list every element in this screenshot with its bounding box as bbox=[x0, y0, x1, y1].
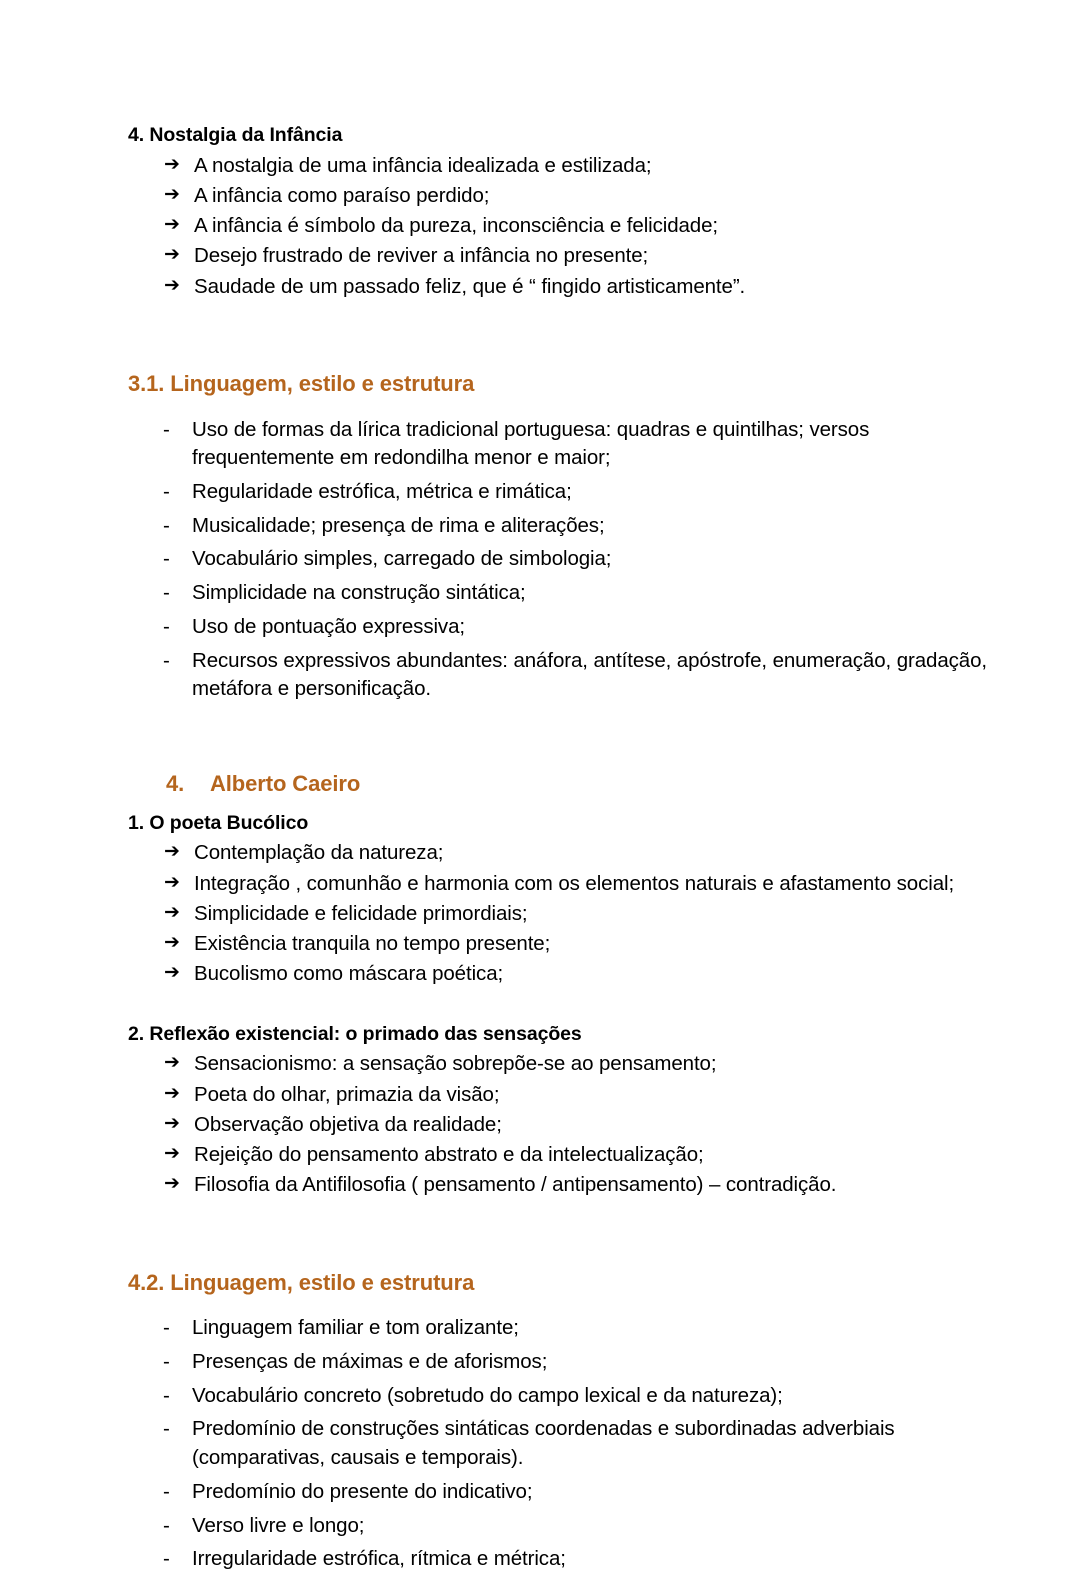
list-item bbox=[128, 1111, 988, 1138]
list-item bbox=[128, 1545, 988, 1574]
list-item-text: Vocabulário concreto (sobretudo do campo lexical e da natureza); bbox=[192, 1383, 783, 1407]
dash-icon: - bbox=[163, 480, 170, 504]
heading-number: 4. bbox=[166, 770, 185, 796]
heading-poeta-bucolico: 1. O poeta Bucólico bbox=[128, 811, 309, 834]
arrow-icon: ➔ bbox=[164, 274, 180, 296]
list-item-text: Existência tranquila no tempo presente; bbox=[194, 932, 551, 956]
list-item-text: Sensacionismo: a sensação sobrepõe-se ao pensamento; bbox=[194, 1052, 717, 1076]
list-item-text: Rejeição do pensamento abstrato e da intelectualização; bbox=[194, 1143, 704, 1167]
heading-title: Alberto Caeiro bbox=[210, 770, 361, 796]
arrow-icon: ➔ bbox=[164, 1082, 180, 1104]
heading-nostalgia: 4. Nostalgia da Infância bbox=[128, 124, 343, 146]
list-item bbox=[128, 1314, 988, 1343]
list-item-text: Regularidade estrófica, métrica e rimática; bbox=[192, 480, 572, 504]
list-item bbox=[128, 545, 988, 574]
dash-icon: - bbox=[163, 581, 170, 605]
arrow-icon: ➔ bbox=[164, 962, 180, 984]
list-item-text: Uso de pontuação expressiva; bbox=[192, 614, 465, 638]
list-item-text: Integração , comunhão e harmonia com os elementos naturais e afastamento social; bbox=[194, 871, 955, 895]
list-item-text: Presenças de máximas e de aforismos; bbox=[192, 1350, 548, 1374]
spacer bbox=[128, 800, 988, 810]
arrow-icon: ➔ bbox=[164, 1112, 180, 1134]
list-item-text: Predomínio de construções sintáticas coordenadas e subordinadas adverbiais (comparativas, causais e temporais). bbox=[192, 1417, 895, 1470]
spacer bbox=[128, 709, 988, 769]
dash-icon: - bbox=[163, 648, 170, 672]
dash-icon: - bbox=[163, 1547, 170, 1571]
dash-icon: - bbox=[163, 1383, 170, 1407]
list-item bbox=[128, 182, 988, 209]
list-item bbox=[128, 1171, 988, 1198]
arrow-icon: ➔ bbox=[164, 1052, 180, 1074]
arrow-icon: ➔ bbox=[164, 1173, 180, 1195]
dash-icon: - bbox=[163, 417, 170, 441]
list-item bbox=[128, 212, 988, 239]
dash-icon: - bbox=[163, 513, 170, 537]
dash-icon: - bbox=[163, 1513, 170, 1537]
list-item-text: Filosofia da Antifilosofia ( pensamento / antipensamento) – contradição. bbox=[194, 1173, 837, 1197]
dash-icon: - bbox=[163, 1417, 170, 1441]
list-item bbox=[128, 1478, 988, 1507]
dash-icon: - bbox=[163, 1479, 170, 1503]
list-linguagem-3-1 bbox=[128, 416, 988, 704]
list-item bbox=[128, 416, 988, 473]
arrow-icon: ➔ bbox=[164, 901, 180, 923]
spacer bbox=[128, 991, 988, 1021]
list-item-text: Simplicidade na construção sintática; bbox=[192, 581, 526, 605]
list-item-text: Poeta do olhar, primazia da visão; bbox=[194, 1082, 500, 1106]
arrow-icon: ➔ bbox=[164, 871, 180, 893]
heading-reflexao-existencial: 2. Reflexão existencial: o primado das sensações bbox=[128, 1022, 582, 1045]
list-item bbox=[128, 960, 988, 987]
list-item-text: Saudade de um passado feliz, que é “ fingido artisticamente”. bbox=[194, 274, 746, 298]
spacer bbox=[128, 303, 988, 369]
list-item-text: A infância como paraíso perdido; bbox=[194, 183, 490, 207]
list-item bbox=[128, 152, 988, 179]
dash-icon: - bbox=[163, 1350, 170, 1374]
dash-icon: - bbox=[163, 1316, 170, 1340]
arrow-icon: ➔ bbox=[164, 841, 180, 863]
arrow-icon: ➔ bbox=[164, 1143, 180, 1165]
list-item bbox=[128, 1081, 988, 1108]
list-item-text: Vocabulário simples, carregado de simbologia; bbox=[192, 547, 612, 571]
list-item bbox=[128, 1512, 988, 1541]
arrow-icon: ➔ bbox=[164, 183, 180, 205]
list-nostalgia bbox=[128, 152, 988, 300]
list-item bbox=[128, 1050, 988, 1077]
list-item-text: Verso livre e longo; bbox=[192, 1513, 365, 1537]
spacer bbox=[128, 1202, 988, 1268]
list-item bbox=[128, 1382, 988, 1411]
list-item bbox=[128, 839, 988, 866]
list-item-text: Bucolismo como máscara poética; bbox=[194, 962, 504, 986]
list-item-text: Irregularidade estrófica, rítmica e métrica; bbox=[192, 1547, 566, 1571]
arrow-icon: ➔ bbox=[164, 244, 180, 266]
heading-linguagem-3-1: 3.1. Linguagem, estilo e estrutura bbox=[128, 370, 475, 396]
list-item-text: Uso de formas da lírica tradicional portuguesa: quadras e quintilhas; versos frequentemente em redondilha menor e maior; bbox=[192, 417, 870, 470]
heading-linguagem-4-2: 4.2. Linguagem, estilo e estrutura bbox=[128, 1269, 475, 1295]
list-item-text: Contemplação da natureza; bbox=[194, 841, 444, 865]
arrow-icon: ➔ bbox=[164, 932, 180, 954]
list-item-text: Observação objetiva da realidade; bbox=[194, 1112, 502, 1136]
dash-icon: - bbox=[163, 547, 170, 571]
list-item-text: Desejo frustrado de reviver a infância no presente; bbox=[194, 244, 649, 268]
list-item bbox=[128, 900, 988, 927]
list-reflexao-existencial bbox=[128, 1050, 988, 1198]
list-poeta-bucolico bbox=[128, 839, 988, 987]
list-item-text: Recursos expressivos abundantes: anáfora, antítese, apóstrofe, enumeração, gradação, metáfora e personificação. bbox=[192, 648, 988, 701]
spacer bbox=[128, 1298, 988, 1314]
list-item bbox=[128, 930, 988, 957]
list-item bbox=[128, 273, 988, 300]
list-item bbox=[128, 242, 988, 269]
arrow-icon: ➔ bbox=[164, 214, 180, 236]
list-item bbox=[128, 579, 988, 608]
list-item-text: A infância é símbolo da pureza, inconsciência e felicidade; bbox=[194, 214, 719, 238]
list-item bbox=[128, 870, 988, 897]
list-item-text: Musicalidade; presença de rima e aliterações; bbox=[192, 513, 605, 537]
arrow-icon: ➔ bbox=[164, 153, 180, 175]
list-item bbox=[128, 1415, 988, 1472]
list-item bbox=[128, 478, 988, 507]
spacer bbox=[128, 400, 988, 416]
list-linguagem-4-2 bbox=[128, 1314, 988, 1574]
document-content bbox=[128, 122, 988, 1579]
list-item-text: Linguagem familiar e tom oralizante; bbox=[192, 1316, 519, 1340]
list-item-text: Predomínio do presente do indicativo; bbox=[192, 1479, 533, 1503]
heading-alberto-caeiro bbox=[128, 769, 988, 800]
list-item bbox=[128, 512, 988, 541]
list-item bbox=[128, 647, 988, 704]
list-item bbox=[128, 1348, 988, 1377]
list-item bbox=[128, 1141, 988, 1168]
list-item-text: A nostalgia de uma infância idealizada e estilizada; bbox=[194, 153, 652, 177]
dash-icon: - bbox=[163, 614, 170, 638]
list-item bbox=[128, 613, 988, 642]
list-item-text: Simplicidade e felicidade primordiais; bbox=[194, 901, 528, 925]
